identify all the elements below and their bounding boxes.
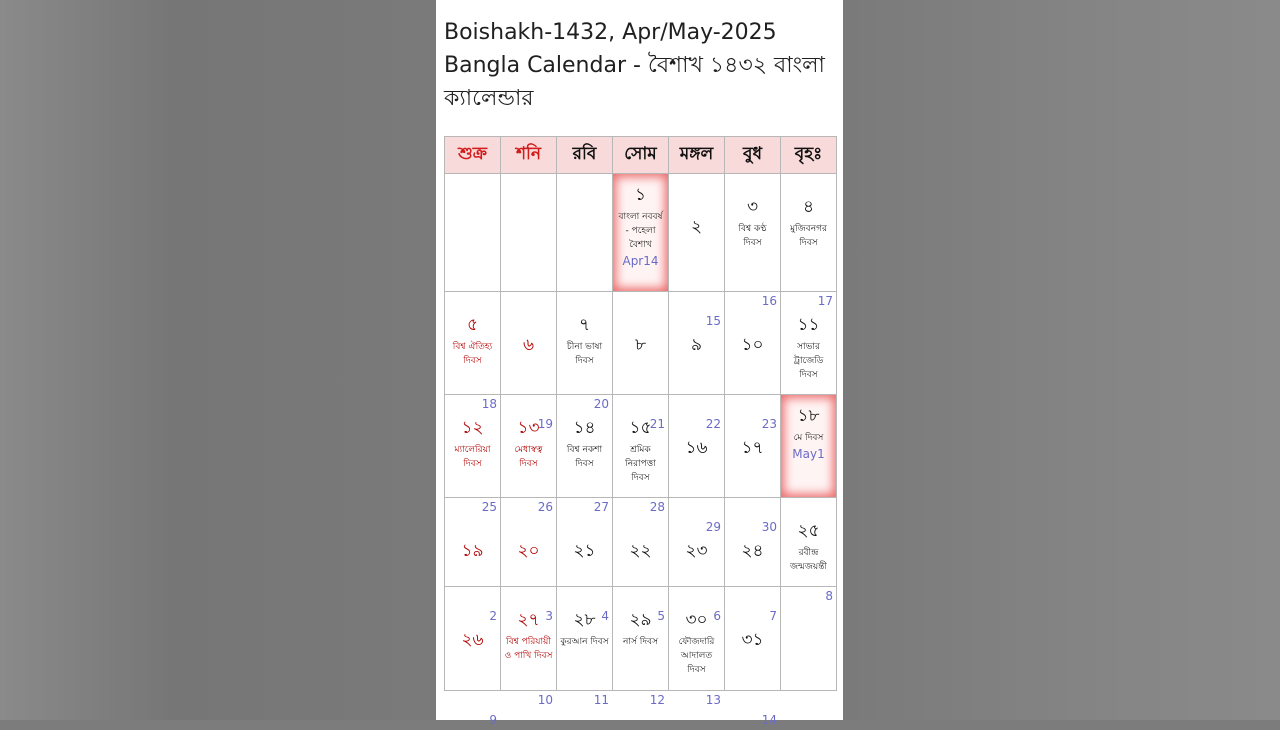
weekday-header: শনি — [501, 137, 557, 174]
day-cell[interactable] — [613, 174, 669, 292]
day-cell[interactable] — [781, 292, 837, 395]
bangla-date: ২০ — [517, 541, 540, 561]
event-label: চীনা ভাষা দিবস — [566, 342, 603, 366]
day-content — [613, 587, 668, 710]
bangla-date: ১২ — [461, 418, 484, 438]
english-date: 26 — [537, 500, 553, 514]
day-cell[interactable] — [557, 395, 613, 514]
bangla-date: ১৫ — [629, 418, 652, 438]
day-cell[interactable] — [557, 292, 613, 411]
english-date: 25 — [481, 500, 497, 514]
day-content — [725, 174, 780, 311]
event-label: সাভার ট্রাজেডি দিবস — [793, 342, 824, 380]
english-date: 7 — [769, 609, 777, 623]
day-cell[interactable] — [669, 174, 725, 328]
bangla-date: ২২ — [629, 541, 652, 561]
bangla-date: ১৮ — [797, 406, 820, 426]
day-cell[interactable] — [725, 498, 781, 623]
day-content — [781, 174, 836, 311]
day-cell[interactable] — [669, 292, 725, 431]
day-content — [445, 587, 500, 730]
event-label: মুজিবনগর দিবস — [790, 224, 827, 248]
bangla-date: ৬ — [522, 335, 535, 355]
english-date: 10 — [537, 693, 553, 707]
bangla-date: ৩১ — [741, 630, 764, 650]
day-cell[interactable] — [557, 587, 613, 707]
day-cell[interactable] — [669, 587, 725, 707]
day-cell[interactable] — [445, 395, 501, 514]
event-label: বিশ্ব পরিযায়ী ও পাখি দিবস — [504, 637, 553, 661]
event-label: বিশ্ব কণ্ঠ দিবস — [738, 224, 767, 248]
bangla-date: ৪ — [802, 197, 815, 217]
weekday-header: বুধ — [725, 137, 781, 174]
page-title — [444, 16, 836, 115]
bangla-date: ২ — [690, 217, 703, 237]
background-left — [0, 0, 436, 720]
calendar-panel — [436, 0, 843, 727]
day-cell[interactable] — [725, 292, 781, 431]
day-content — [501, 587, 556, 710]
bangla-date: ২৭ — [517, 610, 540, 630]
day-content — [725, 587, 780, 730]
day-cell[interactable] — [445, 498, 501, 623]
bangla-date: ৭ — [578, 315, 591, 335]
bangla-date: ২৬ — [461, 630, 484, 650]
event-label: ম্যালেরিয়া দিবস — [454, 445, 491, 469]
bangla-date: ১ — [634, 185, 647, 205]
english-date: 28 — [649, 500, 665, 514]
bangla-date: ১৪ — [573, 418, 596, 438]
day-cell[interactable] — [613, 395, 669, 514]
bangla-date: ১০ — [741, 335, 764, 355]
english-date: 19 — [537, 417, 553, 431]
english-date: 13 — [705, 693, 721, 707]
bangla-date: ১৯ — [461, 541, 484, 561]
english-date: 5 — [657, 609, 665, 623]
english-date: 4 — [601, 609, 609, 623]
bangla-date: ১১ — [797, 315, 820, 335]
english-date: 12 — [649, 693, 665, 707]
day-cell[interactable] — [669, 395, 725, 534]
event-label: রবীন্দ্র জন্মজয়ন্তী — [790, 548, 827, 572]
title-line-3: ক্যালেন্ডার — [444, 86, 534, 111]
weekday-header-row — [445, 137, 837, 174]
bangla-date: ১৬ — [685, 438, 708, 458]
english-date: 22 — [705, 417, 721, 431]
day-cell[interactable] — [501, 587, 557, 707]
empty-day-cell — [445, 174, 501, 292]
event-label: শ্রমিক নিরাপত্তা দিবস — [625, 445, 656, 483]
english-date: 16 — [761, 294, 777, 308]
background-right — [843, 0, 1280, 720]
bangla-date: ২৯ — [629, 610, 652, 630]
title-line-2: Bangla Calendar - বৈশাখ ১৪৩২ বাংলা — [444, 53, 825, 78]
bangla-date: ১৭ — [741, 438, 764, 458]
english-date: 15 — [705, 314, 721, 328]
week-row — [445, 292, 837, 395]
event-label: বিশ্ব ঐতিহ্য দিবস — [452, 342, 493, 366]
bangla-date: ২৪ — [741, 541, 764, 561]
day-content — [669, 587, 724, 710]
bangla-date: ২১ — [573, 541, 596, 561]
day-cell[interactable] — [501, 395, 557, 514]
day-cell[interactable] — [725, 395, 781, 534]
event-label: বাংলা নববর্ষ - পহেলা বৈশাখ — [618, 212, 663, 250]
bangla-date: ২৫ — [797, 521, 820, 541]
bangla-date: ৮ — [634, 335, 647, 355]
weekday-header: মঙ্গল — [669, 137, 725, 174]
english-date: 23 — [761, 417, 777, 431]
day-cell[interactable] — [781, 174, 837, 308]
english-date: 8 — [825, 589, 833, 603]
bangla-date: ১৩ — [517, 418, 540, 438]
weekday-header: শুক্র — [445, 137, 501, 174]
title-line-1: Boishakh-1432, Apr/May-2025 — [444, 20, 777, 45]
week-row — [445, 174, 837, 292]
english-date: 2 — [489, 609, 497, 623]
day-cell[interactable] — [781, 498, 837, 603]
empty-day-cell — [557, 174, 613, 292]
english-date: 21 — [649, 417, 665, 431]
event-label: নার্স দিবস — [622, 637, 659, 647]
calendar-table — [444, 136, 837, 727]
english-date: 11 — [593, 693, 609, 707]
bangla-date: ২৮ — [573, 610, 596, 630]
event-label: মে দিবস — [793, 433, 824, 443]
day-cell[interactable] — [725, 587, 781, 727]
day-cell[interactable] — [613, 587, 669, 707]
english-date: 9 — [489, 713, 497, 727]
english-date: 3 — [545, 609, 553, 623]
event-label: ফৌজদারি আদালত দিবস — [678, 637, 715, 675]
day-content — [557, 587, 612, 710]
week-row — [445, 395, 837, 498]
day-cell[interactable] — [445, 292, 501, 411]
english-date: May1 — [792, 447, 825, 461]
english-date: 17 — [817, 294, 833, 308]
day-content — [613, 174, 668, 299]
bangla-date: ২৩ — [685, 541, 708, 561]
day-cell[interactable] — [781, 395, 837, 498]
empty-day-cell — [781, 587, 837, 691]
weekday-header: সোম — [613, 137, 669, 174]
event-label: কুরআন দিবস — [560, 637, 609, 647]
event-label: মেধাস্বত্ব দিবস — [514, 445, 543, 469]
weekday-header: রবি — [557, 137, 613, 174]
english-date: 29 — [705, 520, 721, 534]
bangla-date: ৩ — [746, 197, 759, 217]
english-date: Apr14 — [622, 254, 659, 268]
event-label: বিশ্ব নকশা দিবস — [566, 445, 603, 469]
week-row — [445, 587, 837, 691]
week-row — [445, 498, 837, 587]
day-cell[interactable] — [725, 174, 781, 308]
day-content — [781, 395, 836, 505]
english-date: 18 — [481, 397, 497, 411]
day-cell[interactable] — [445, 587, 501, 727]
empty-day-cell — [501, 174, 557, 292]
english-date: 14 — [761, 713, 777, 727]
english-date: 20 — [593, 397, 609, 411]
bangla-date: ৩০ — [685, 610, 708, 630]
english-date: 27 — [593, 500, 609, 514]
bangla-date: ৯ — [690, 335, 703, 355]
bangla-date: ৫ — [466, 315, 479, 335]
weekday-header: বৃহঃ — [781, 137, 837, 174]
english-date: 30 — [761, 520, 777, 534]
english-date: 6 — [713, 609, 721, 623]
